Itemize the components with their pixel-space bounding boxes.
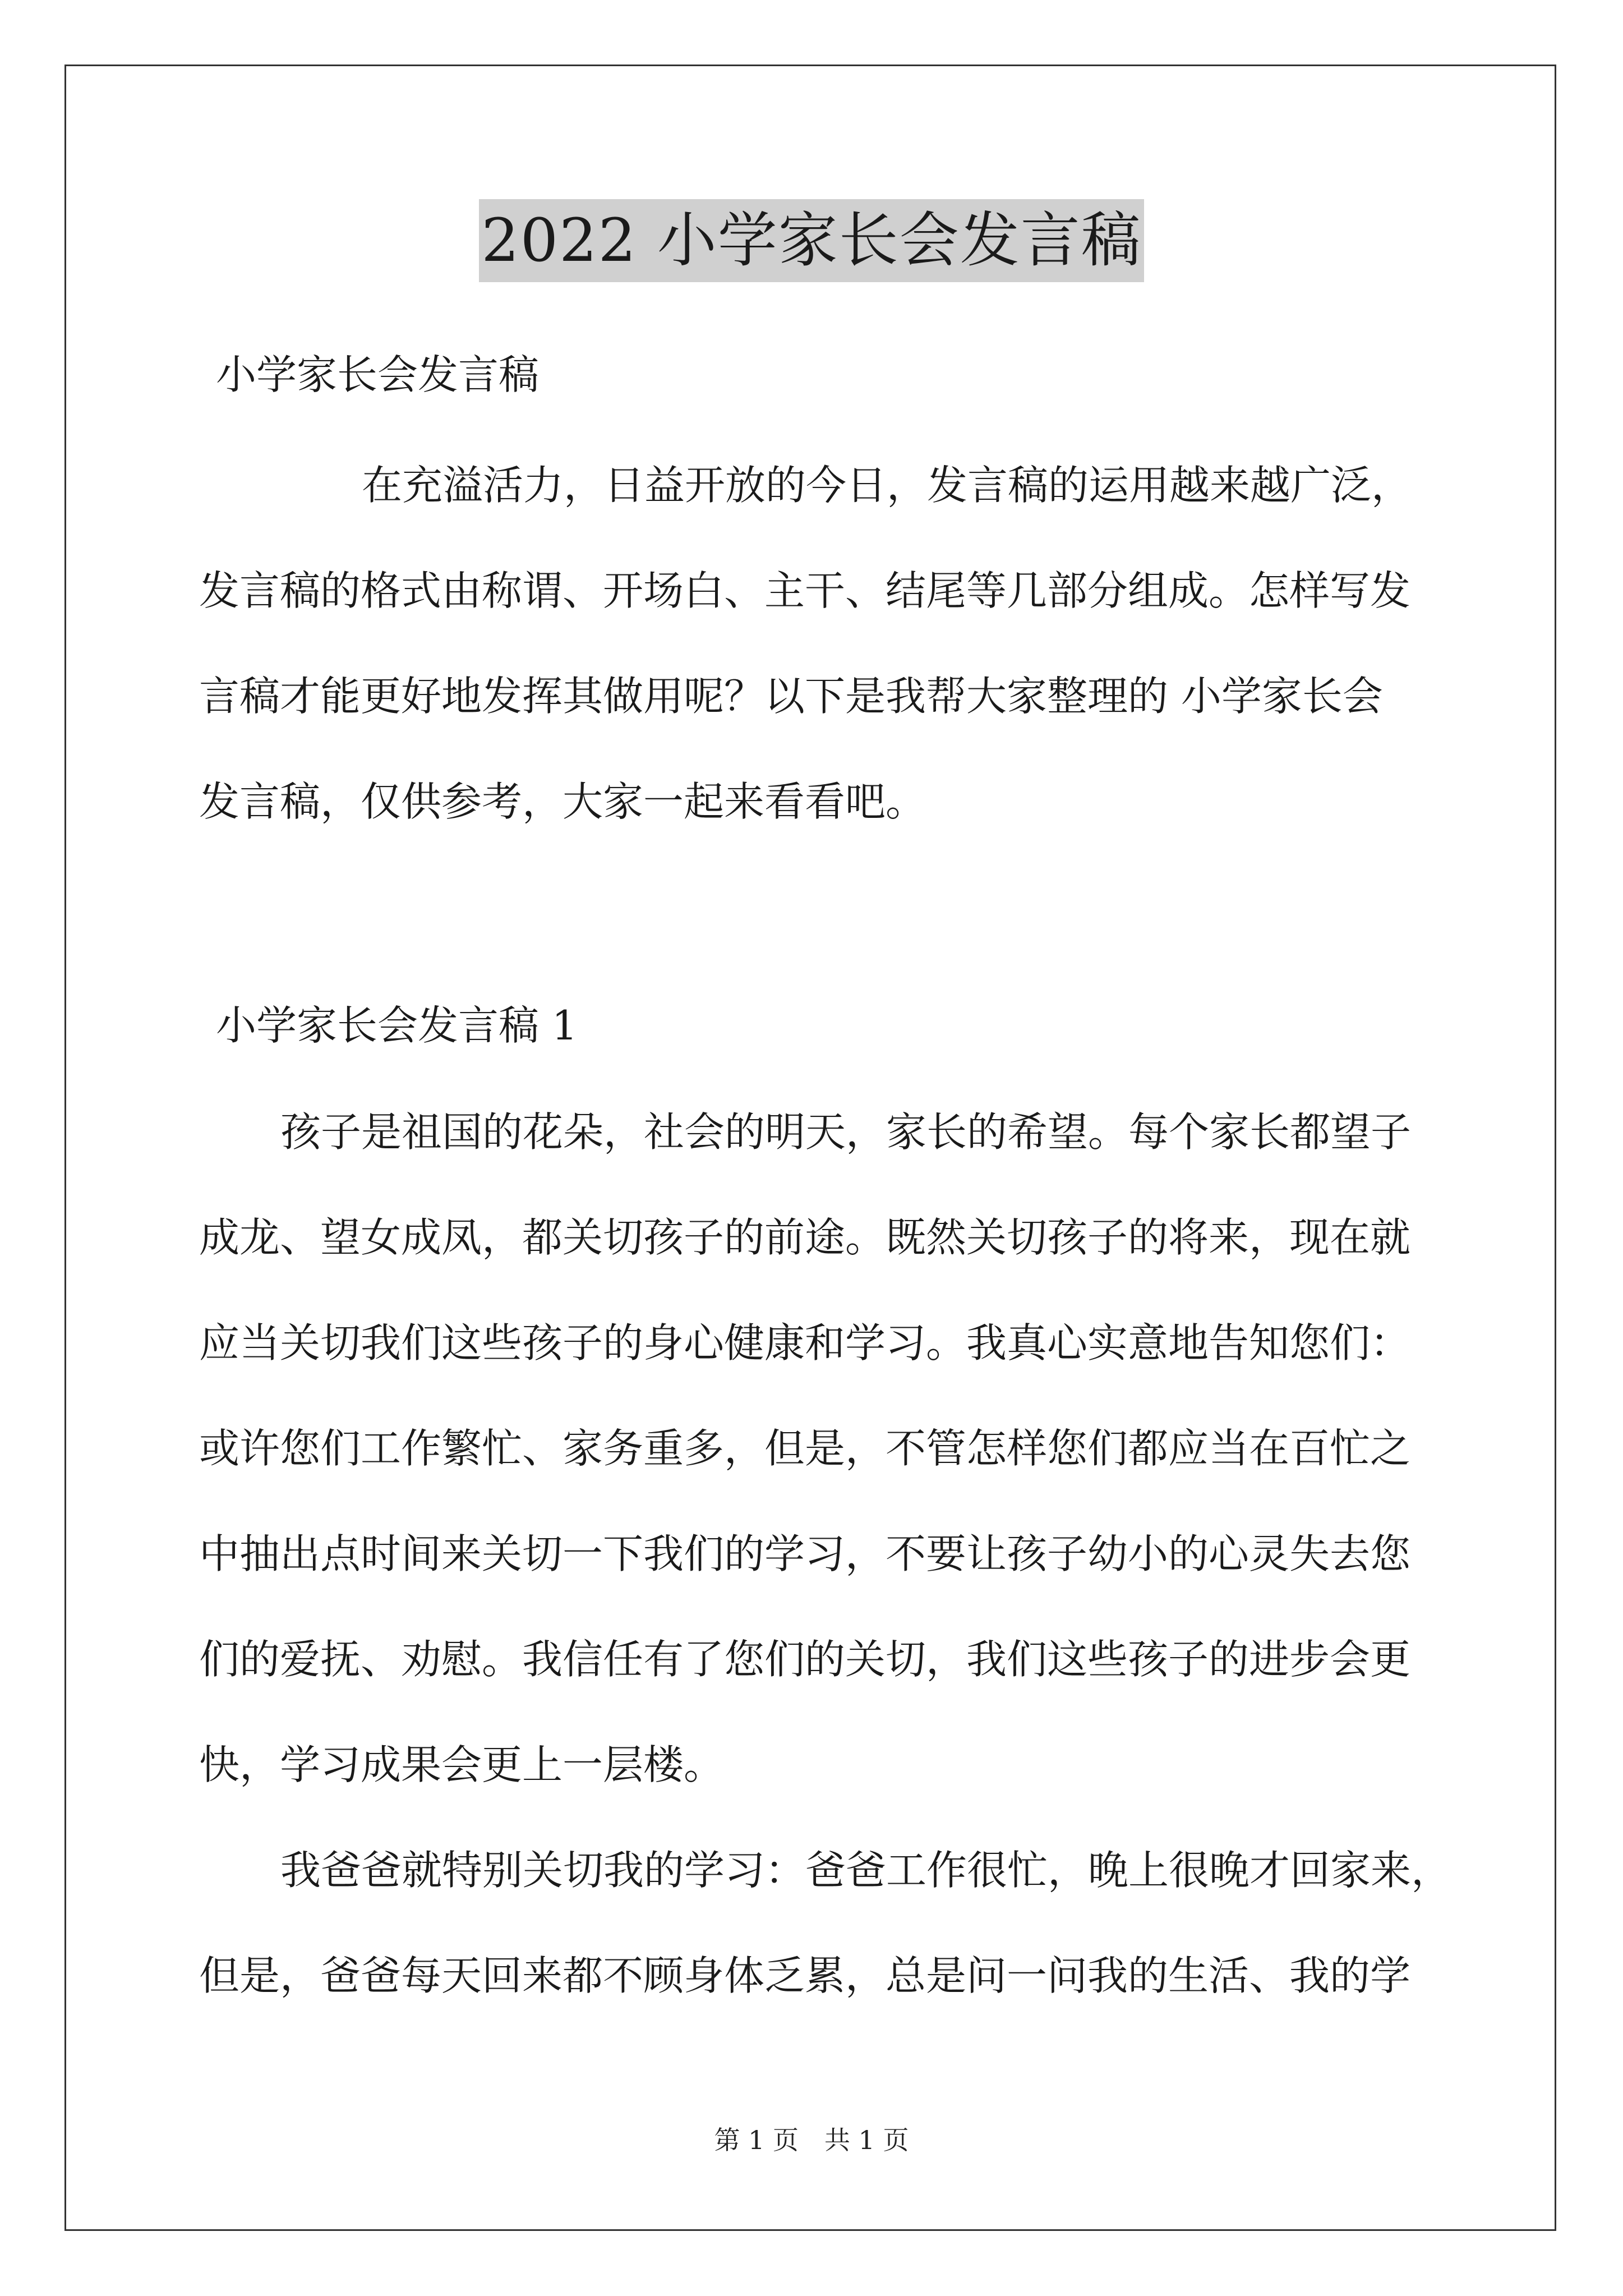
para2-line: 但是，爸爸每天回来都不顾身体乏累，总是问一问我的生活、我的学 bbox=[199, 1952, 1411, 1999]
para1-line: 快，学习成果会更上一层楼。 bbox=[199, 1741, 725, 1788]
para1-line: 成龙、望女成凤，都关切孩子的前途。既然关切孩子的将来，现在就 bbox=[199, 1214, 1411, 1261]
intro-line: 发言稿的格式由称谓、开场白、主干、结尾等几部分组成。怎样写发 bbox=[199, 567, 1411, 614]
para2-line: 我爸爸就特别关切我的学习：爸爸工作很忙，晚上很晚才回家来， bbox=[280, 1847, 1452, 1894]
para1-line: 孩子是祖国的花朵，社会的明天，家长的希望。每个家长都望子 bbox=[280, 1108, 1412, 1156]
page-number: 第 1 页 共 1 页 bbox=[714, 2125, 909, 2155]
para1-line: 们的爱抚、劝慰。我信任有了您们的关切，我们这些孩子的进步会更 bbox=[199, 1636, 1411, 1683]
para1-line: 或许您们工作繁忙、家务重多，但是，不管怎样您们都应当在百忙之 bbox=[199, 1425, 1411, 1472]
para1-line: 中抽出点时间来关切一下我们的学习，不要让孩子幼小的心灵失去您 bbox=[199, 1530, 1411, 1577]
document-title bbox=[0, 199, 1623, 282]
document-title-text: 2022 小学家长会发言稿 bbox=[479, 199, 1144, 282]
intro-line: 发言稿，仅供参考，大家一起来看看吧。 bbox=[199, 778, 926, 825]
para1-line: 应当关切我们这些孩子的身心健康和学习。我真心实意地告知您们： bbox=[199, 1319, 1411, 1366]
intro-heading: 小学家长会发言稿 bbox=[216, 351, 540, 398]
intro-line: 在充溢活力，日益开放的今日，发言稿的运用越来越广泛， bbox=[362, 462, 1412, 509]
intro-line: 言稿才能更好地发挥其做用呢？以下是我帮大家整理的 小学家长会 bbox=[199, 673, 1383, 720]
section-heading: 小学家长会发言稿 1 bbox=[216, 1002, 578, 1049]
